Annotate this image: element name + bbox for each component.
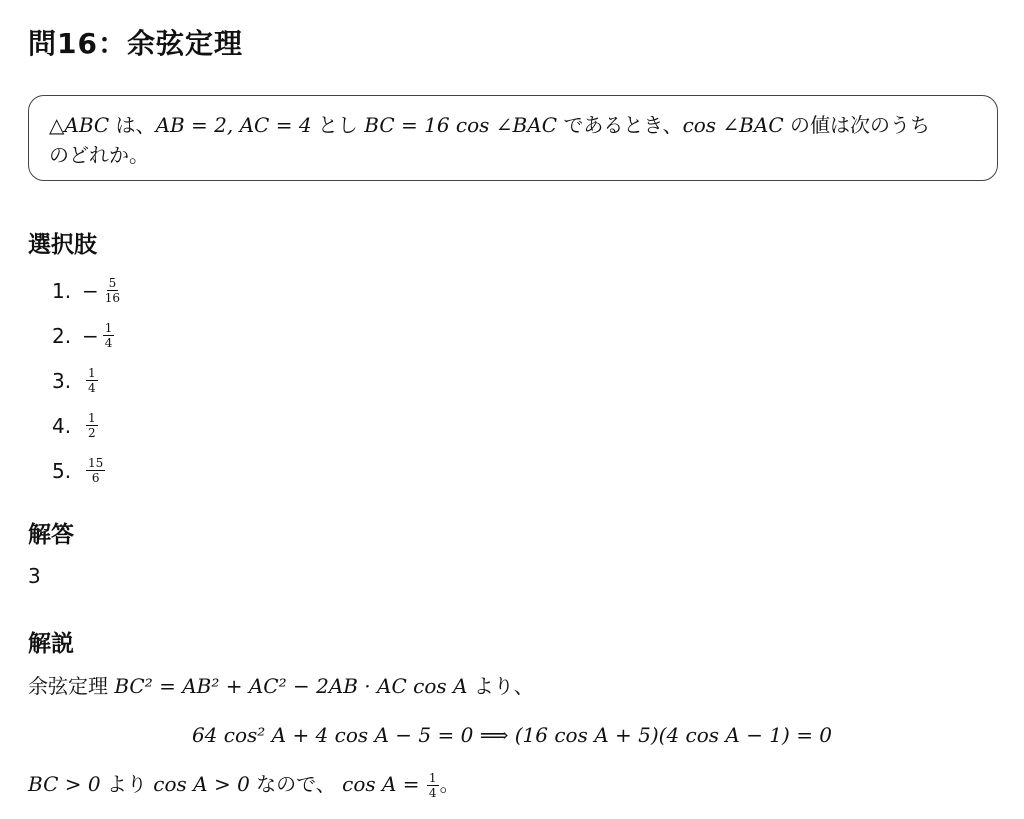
choices-heading: 選択肢 [28, 232, 97, 258]
choice-fraction [86, 456, 105, 485]
choice-number: 3. [52, 368, 72, 393]
explanation-text: 。 [439, 772, 460, 796]
explanation-line-1 [28, 672, 534, 700]
choice-denominator: 16 [104, 291, 121, 305]
question-text-4: の値は次のうち [783, 113, 930, 137]
choice-numerator: 15 [88, 456, 104, 470]
final-numerator: 1 [428, 771, 437, 785]
answer-value: 3 [28, 564, 41, 588]
question-text-5: のどれか。 [49, 143, 149, 167]
choice-numerator: 5 [108, 276, 117, 290]
choice-number: 2. [52, 323, 72, 348]
explanation-text: より、 [467, 674, 534, 698]
choice-fraction [103, 321, 115, 350]
explanation-line-2 [0, 721, 1024, 749]
choice-sign: − [82, 323, 99, 348]
explanation-text: なので、 [249, 772, 343, 796]
choice-list [52, 268, 123, 493]
question-box [28, 95, 998, 181]
choice-denominator: 2 [88, 426, 96, 440]
choice-fraction [86, 366, 98, 395]
explanation-heading: 解説 [28, 631, 74, 657]
choice-numerator: 1 [104, 321, 113, 335]
question-condition-2: BC = 16 cos ∠BAC [364, 113, 557, 137]
question-triangle: △ABC [49, 113, 110, 137]
choice-item[interactable] [52, 403, 123, 448]
question-condition-3: cos ∠BAC [682, 113, 784, 137]
choice-denominator: 4 [104, 336, 113, 350]
choice-denominator: 6 [91, 471, 100, 485]
choice-number: 5. [52, 458, 72, 483]
choice-denominator: 4 [88, 381, 96, 395]
final-fraction [427, 771, 439, 800]
page-title: 問16：余弦定理 [28, 27, 243, 60]
answer-heading: 解答 [28, 522, 74, 548]
choice-item[interactable] [52, 268, 123, 313]
choice-item[interactable] [52, 448, 123, 493]
choice-sign: − [82, 278, 99, 303]
question-condition-1: AB = 2, AC = 4 [155, 113, 312, 137]
condition-cos-positive: cos A > 0 [153, 772, 250, 796]
choice-item[interactable] [52, 313, 123, 358]
condition-bc-positive: BC > 0 [28, 772, 101, 796]
choice-numerator: 1 [88, 411, 96, 425]
choice-fraction [86, 411, 98, 440]
question-text-1: は、 [109, 113, 156, 137]
question-text-3: であるとき、 [557, 113, 683, 137]
final-denominator: 4 [428, 786, 437, 800]
explanation-line-3 [28, 770, 460, 800]
final-result: cos A = [342, 772, 426, 796]
explanation-text: 余弦定理 [28, 674, 115, 698]
choice-fraction [103, 276, 122, 305]
quadratic-equation: 64 cos² A + 4 cos A − 5 = 0 ⟹ (16 cos A + 5)(4 cos A − 1) = 0 [191, 723, 833, 747]
choice-numerator: 1 [88, 366, 96, 380]
question-text-2: とし [311, 113, 365, 137]
choice-number: 1. [52, 278, 72, 303]
choice-number: 4. [52, 413, 72, 438]
choice-item[interactable] [52, 358, 123, 403]
law-of-cosines-formula: BC² = AB² + AC² − 2AB · AC cos A [114, 674, 468, 698]
explanation-text: より [100, 772, 154, 796]
